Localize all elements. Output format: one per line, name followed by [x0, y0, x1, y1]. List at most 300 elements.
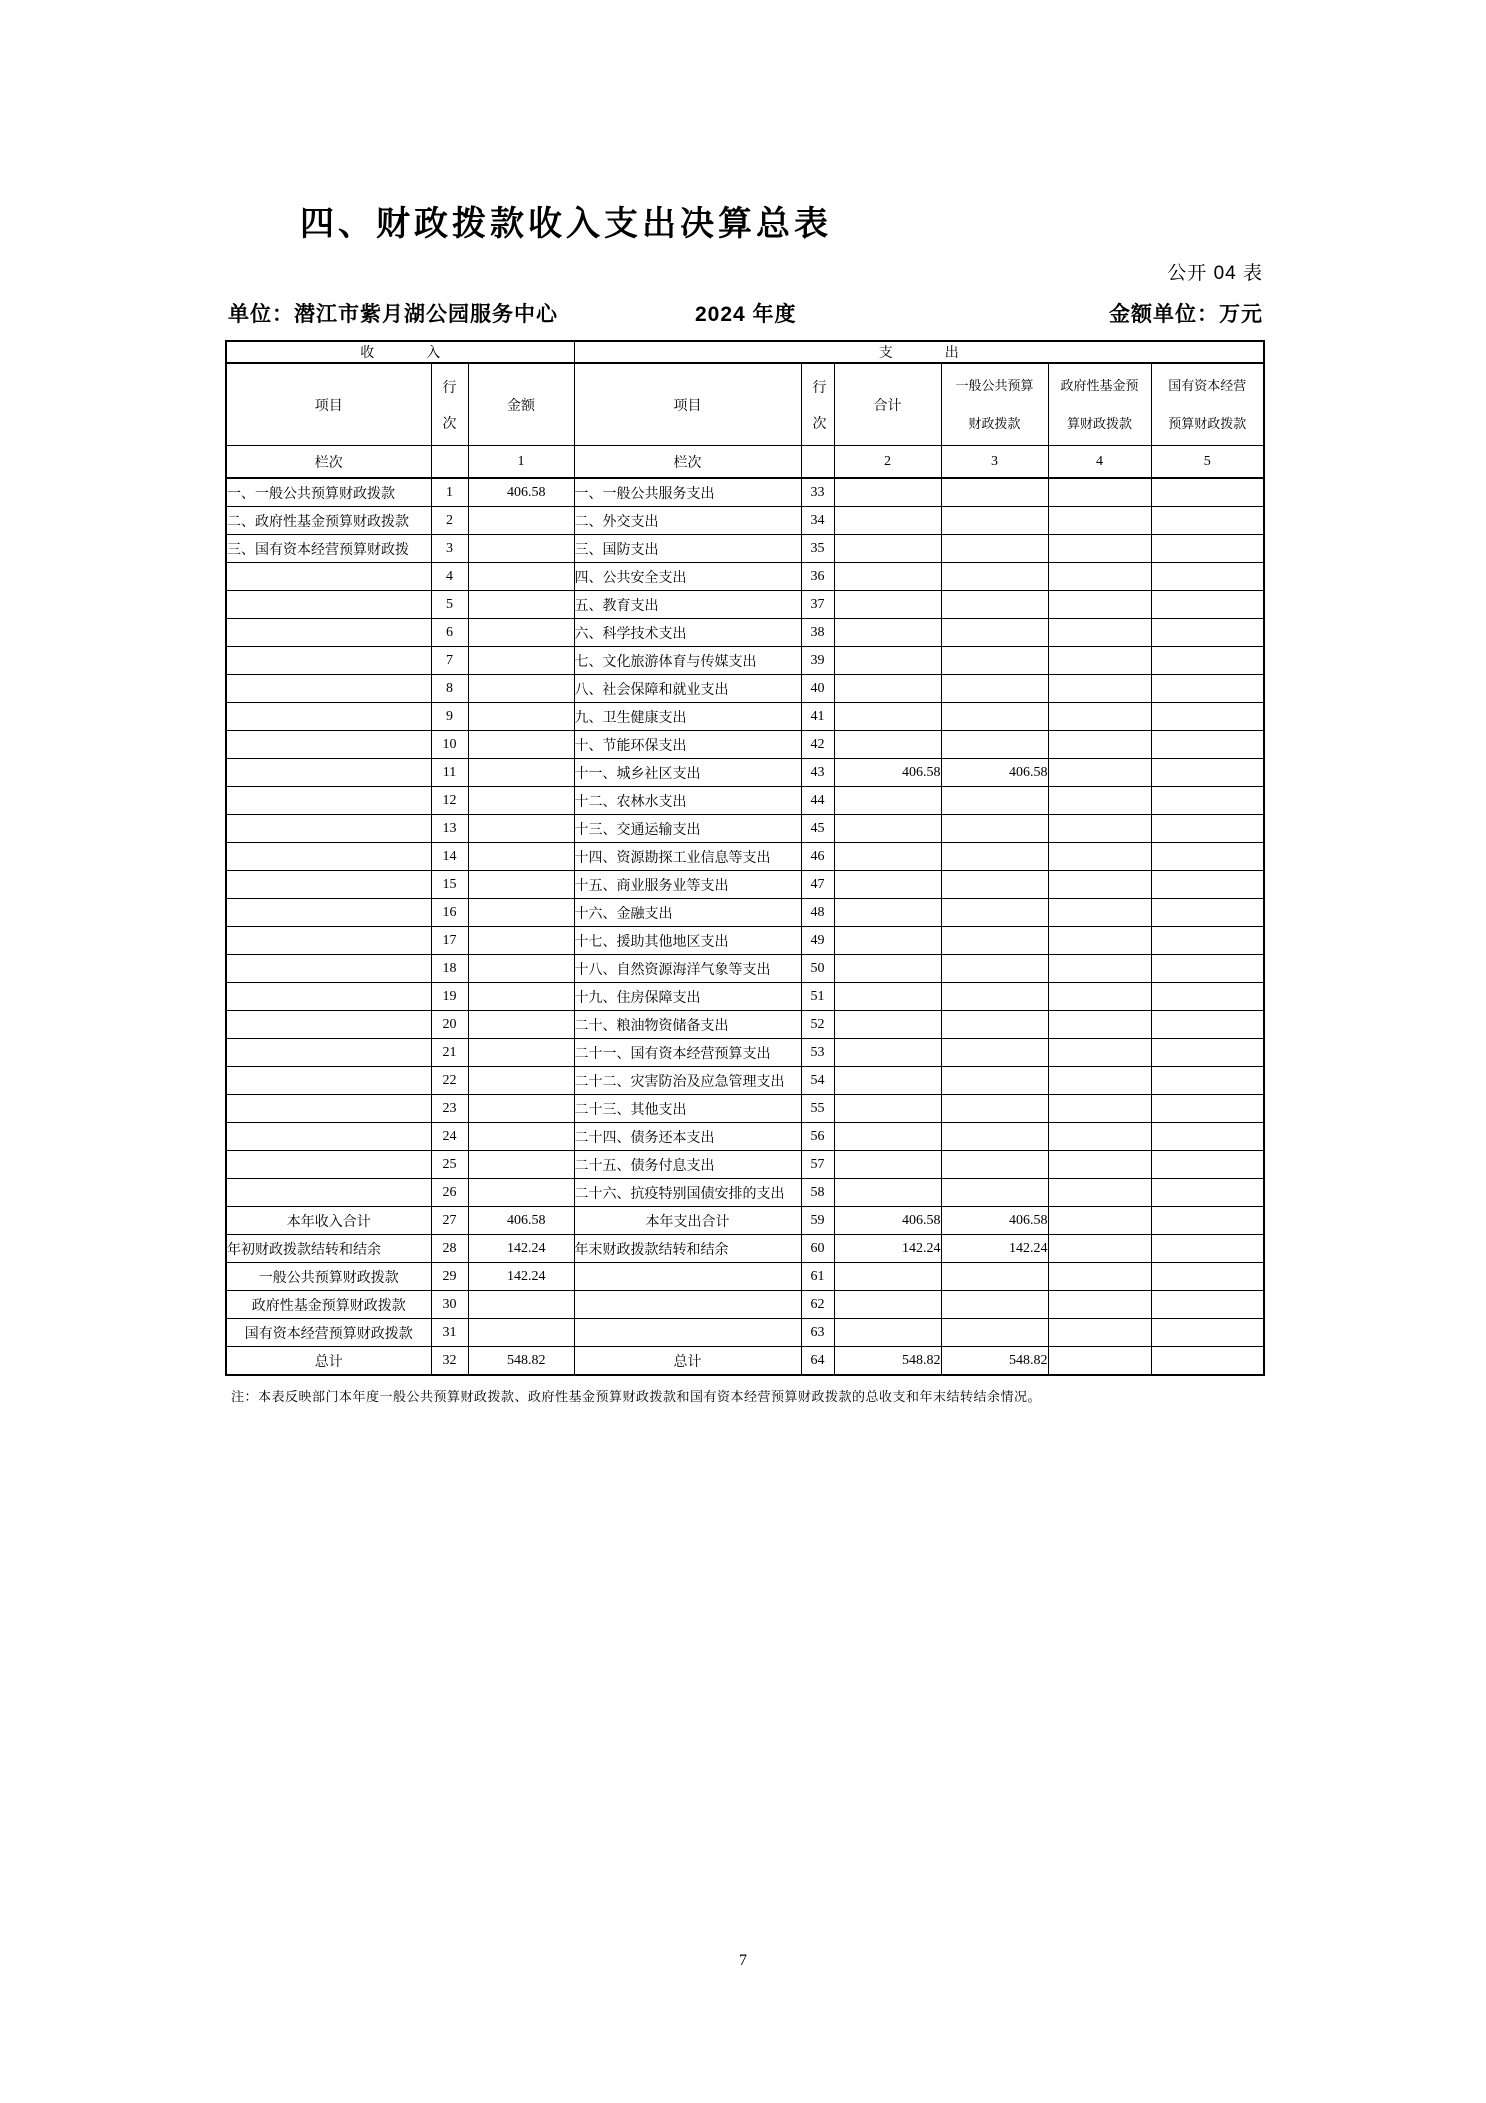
expense-general-cell	[941, 1095, 1048, 1123]
income-amount-cell	[468, 675, 574, 703]
income-amount-cell	[468, 731, 574, 759]
table-row	[226, 899, 1264, 927]
expense-item-cell: 十七、援助其他地区支出	[574, 927, 801, 955]
expense-general-cell	[941, 983, 1048, 1011]
expense-item-cell: 五、教育支出	[574, 591, 801, 619]
expense-govfund-cell	[1048, 787, 1151, 815]
income-amount-cell	[468, 1319, 574, 1347]
expense-line-cell: 58	[801, 1179, 834, 1207]
expense-govfund-cell	[1048, 927, 1151, 955]
expense-govfund-cell	[1048, 535, 1151, 563]
income-line-header: 行次	[431, 363, 468, 446]
expense-statecap-cell	[1151, 591, 1264, 619]
expense-govfund-cell	[1048, 731, 1151, 759]
expense-line-cell: 47	[801, 871, 834, 899]
expense-statecap-cell	[1151, 507, 1264, 535]
expense-line-cell: 45	[801, 815, 834, 843]
expense-general-cell	[941, 1151, 1048, 1179]
meta-line	[225, 298, 1263, 328]
expense-govfund-cell	[1048, 1207, 1151, 1235]
table-row	[226, 759, 1264, 787]
income-amount-cell	[468, 535, 574, 563]
table-body	[226, 478, 1264, 1375]
expense-total-cell	[834, 507, 941, 535]
expense-general-cell: 406.58	[941, 1207, 1048, 1235]
income-line-cell: 9	[431, 703, 468, 731]
table-row	[226, 703, 1264, 731]
expense-section-header	[574, 341, 1264, 363]
expense-statecap-cell	[1151, 955, 1264, 983]
income-item-cell	[226, 647, 431, 675]
expense-total-cell	[834, 787, 941, 815]
expense-line-cell: 43	[801, 759, 834, 787]
expense-total-cell	[834, 1151, 941, 1179]
table-note: 注：本表反映部门本年度一般公共预算财政拨款、政府性基金预算财政拨款和国有资本经营预算财政拨款的总收支和年末结转结余情况。	[231, 1389, 1042, 1404]
expense-line-cell: 39	[801, 647, 834, 675]
table-row	[226, 983, 1264, 1011]
income-line-cell: 31	[431, 1319, 468, 1347]
expense-total-cell: 406.58	[834, 1207, 941, 1235]
expense-total-cell	[834, 1067, 941, 1095]
expense-statecap-cell	[1151, 535, 1264, 563]
expense-item-cell	[574, 1319, 801, 1347]
expense-govfund-cell	[1048, 1151, 1151, 1179]
expense-line-cell: 59	[801, 1207, 834, 1235]
expense-item-cell: 十五、商业服务业等支出	[574, 871, 801, 899]
expense-general-cell	[941, 1123, 1048, 1151]
expense-statecap-cell	[1151, 759, 1264, 787]
income-amount-cell	[468, 899, 574, 927]
expense-line-cell: 54	[801, 1067, 834, 1095]
expense-line-cell: 52	[801, 1011, 834, 1039]
expense-general-cell	[941, 927, 1048, 955]
table-header	[226, 341, 1264, 478]
expense-general-header: 一般公共预算财政拨款	[941, 363, 1048, 446]
income-item-cell: 政府性基金预算财政拨款	[226, 1291, 431, 1319]
fiscal-year: 2024 年度	[695, 303, 797, 326]
income-lanci-label: 栏次	[226, 446, 431, 479]
expense-item-cell: 十四、资源勘探工业信息等支出	[574, 843, 801, 871]
expense-total-cell	[834, 1095, 941, 1123]
expense-line-cell: 63	[801, 1319, 834, 1347]
income-line-cell: 11	[431, 759, 468, 787]
expense-col-index-5: 5	[1151, 446, 1264, 479]
expense-statecap-cell	[1151, 478, 1264, 507]
expense-general-cell	[941, 535, 1048, 563]
expense-total-cell	[834, 591, 941, 619]
expense-item-cell: 十九、住房保障支出	[574, 983, 801, 1011]
expense-item-cell: 六、科学技术支出	[574, 619, 801, 647]
income-amount-cell	[468, 1039, 574, 1067]
page-title: 四、财政拨款收入支出决算总表	[300, 205, 832, 243]
expense-total-cell	[834, 703, 941, 731]
expense-line-cell: 33	[801, 478, 834, 507]
income-item-cell	[226, 955, 431, 983]
table-row	[226, 619, 1264, 647]
expense-total-cell	[834, 1039, 941, 1067]
expense-general-cell	[941, 703, 1048, 731]
income-item-cell	[226, 1179, 431, 1207]
expense-item-cell: 三、国防支出	[574, 535, 801, 563]
expense-general-cell	[941, 563, 1048, 591]
table-row	[226, 1207, 1264, 1235]
expense-line-cell: 36	[801, 563, 834, 591]
income-item-cell	[226, 787, 431, 815]
expense-total-cell	[834, 731, 941, 759]
expense-item-cell: 二十二、灾害防治及应急管理支出	[574, 1067, 801, 1095]
expense-general-cell	[941, 1179, 1048, 1207]
table-row	[226, 1067, 1264, 1095]
table-row	[226, 478, 1264, 507]
expense-statecap-cell	[1151, 1207, 1264, 1235]
expense-govfund-cell	[1048, 591, 1151, 619]
income-line-cell: 20	[431, 1011, 468, 1039]
expense-govfund-cell	[1048, 1123, 1151, 1151]
expense-govfund-cell	[1048, 759, 1151, 787]
income-line-cell: 25	[431, 1151, 468, 1179]
income-amount-cell	[468, 1123, 574, 1151]
income-item-cell	[226, 563, 431, 591]
expense-statecap-cell	[1151, 731, 1264, 759]
expense-item-header: 项目	[574, 363, 801, 446]
expense-total-cell: 142.24	[834, 1235, 941, 1263]
expense-total-cell	[834, 535, 941, 563]
income-line-cell: 21	[431, 1039, 468, 1067]
expense-line-cell: 60	[801, 1235, 834, 1263]
expense-line-cell: 48	[801, 899, 834, 927]
income-amount-cell	[468, 1095, 574, 1123]
expense-general-cell	[941, 1291, 1048, 1319]
income-item-cell: 总计	[226, 1347, 431, 1376]
expense-govfund-cell	[1048, 1319, 1151, 1347]
income-amount-cell	[468, 787, 574, 815]
amount-unit: 金额单位：万元	[1109, 303, 1263, 326]
income-amount-cell: 142.24	[468, 1235, 574, 1263]
expense-general-cell	[941, 843, 1048, 871]
expense-general-cell	[941, 675, 1048, 703]
expense-general-cell: 142.24	[941, 1235, 1048, 1263]
expense-item-cell: 二、外交支出	[574, 507, 801, 535]
income-amount-cell	[468, 759, 574, 787]
table-row	[226, 1347, 1264, 1376]
expense-general-cell	[941, 1011, 1048, 1039]
income-line-cell: 26	[431, 1179, 468, 1207]
expense-total-cell	[834, 478, 941, 507]
income-item-cell	[226, 759, 431, 787]
income-line-cell: 13	[431, 815, 468, 843]
expense-statecap-cell	[1151, 815, 1264, 843]
income-line-cell: 8	[431, 675, 468, 703]
expense-statecap-cell	[1151, 1263, 1264, 1291]
expense-line-cell: 37	[801, 591, 834, 619]
expense-item-cell	[574, 1263, 801, 1291]
income-line-cell: 7	[431, 647, 468, 675]
income-amount-cell	[468, 1151, 574, 1179]
income-item-cell	[226, 983, 431, 1011]
income-line-cell: 6	[431, 619, 468, 647]
table-row	[226, 1039, 1264, 1067]
expense-item-cell: 本年支出合计	[574, 1207, 801, 1235]
table-row	[226, 563, 1264, 591]
income-item-cell: 三、国有资本经营预算财政拨	[226, 535, 431, 563]
expense-total-cell	[834, 871, 941, 899]
table-row	[226, 507, 1264, 535]
expense-item-cell: 二十五、债务付息支出	[574, 1151, 801, 1179]
column-index-row	[226, 446, 1264, 479]
income-item-cell	[226, 591, 431, 619]
income-item-cell	[226, 927, 431, 955]
expense-total-cell	[834, 619, 941, 647]
income-line-cell: 14	[431, 843, 468, 871]
income-item-cell	[226, 675, 431, 703]
table-row	[226, 1319, 1264, 1347]
income-line-cell: 3	[431, 535, 468, 563]
expense-total-cell	[834, 647, 941, 675]
page-number: 7	[739, 1952, 747, 1969]
expense-line-cell: 50	[801, 955, 834, 983]
income-section-label: 收入	[360, 344, 493, 360]
expense-general-cell	[941, 787, 1048, 815]
expense-govfund-cell	[1048, 703, 1151, 731]
expense-general-cell	[941, 647, 1048, 675]
table-row	[226, 647, 1264, 675]
expense-total-cell	[834, 1179, 941, 1207]
expense-govfund-cell	[1048, 675, 1151, 703]
income-amount-cell	[468, 1011, 574, 1039]
expense-general-cell	[941, 619, 1048, 647]
expense-item-cell: 二十一、国有资本经营预算支出	[574, 1039, 801, 1067]
expense-line-cell: 57	[801, 1151, 834, 1179]
income-line-cell: 32	[431, 1347, 468, 1376]
expense-line-cell: 40	[801, 675, 834, 703]
income-amount-cell	[468, 563, 574, 591]
expense-govfund-cell	[1048, 478, 1151, 507]
expense-general-cell: 548.82	[941, 1347, 1048, 1376]
expense-total-cell	[834, 1319, 941, 1347]
expense-line-cell: 56	[801, 1123, 834, 1151]
table-row	[226, 1151, 1264, 1179]
expense-total-cell	[834, 983, 941, 1011]
income-line-cell: 16	[431, 899, 468, 927]
income-amount-cell	[468, 619, 574, 647]
income-line-cell: 2	[431, 507, 468, 535]
income-item-cell	[226, 1123, 431, 1151]
expense-line-cell: 42	[801, 731, 834, 759]
table-row	[226, 843, 1264, 871]
expense-item-cell: 十一、城乡社区支出	[574, 759, 801, 787]
expense-col-index-2: 2	[834, 446, 941, 479]
expense-col-index-3: 3	[941, 446, 1048, 479]
expense-govfund-cell	[1048, 871, 1151, 899]
income-line-cell: 29	[431, 1263, 468, 1291]
income-line-cell: 5	[431, 591, 468, 619]
income-item-cell: 一、一般公共预算财政拨款	[226, 478, 431, 507]
income-item-cell: 年初财政拨款结转和结余	[226, 1235, 431, 1263]
expense-total-cell	[834, 815, 941, 843]
income-line-cell: 17	[431, 927, 468, 955]
expense-govfund-cell	[1048, 647, 1151, 675]
income-amount-cell	[468, 927, 574, 955]
expense-general-cell	[941, 1039, 1048, 1067]
expense-general-cell	[941, 899, 1048, 927]
income-line-cell: 19	[431, 983, 468, 1011]
expense-item-cell: 年末财政拨款结转和结余	[574, 1235, 801, 1263]
expense-govfund-cell	[1048, 843, 1151, 871]
expense-total-header: 合计	[834, 363, 941, 446]
expense-statecap-cell	[1151, 647, 1264, 675]
expense-line-cell: 35	[801, 535, 834, 563]
income-amount-cell	[468, 955, 574, 983]
expense-item-cell: 二十、粮油物资储备支出	[574, 1011, 801, 1039]
income-line-cell: 15	[431, 871, 468, 899]
expense-general-cell	[941, 1263, 1048, 1291]
expense-item-cell: 九、卫生健康支出	[574, 703, 801, 731]
expense-statecap-cell	[1151, 787, 1264, 815]
expense-total-cell	[834, 1123, 941, 1151]
expense-section-label: 支出	[878, 344, 1011, 360]
income-line-cell: 10	[431, 731, 468, 759]
column-header-row	[226, 363, 1264, 446]
income-col-index: 1	[468, 446, 574, 479]
expense-govfund-cell	[1048, 983, 1151, 1011]
table-row	[226, 1291, 1264, 1319]
income-line-cell: 4	[431, 563, 468, 591]
expense-item-cell: 十、节能环保支出	[574, 731, 801, 759]
expense-item-cell	[574, 1291, 801, 1319]
expense-line-cell: 61	[801, 1263, 834, 1291]
expense-line-cell: 55	[801, 1095, 834, 1123]
expense-statecap-cell	[1151, 1291, 1264, 1319]
expense-total-cell	[834, 675, 941, 703]
expense-govfund-cell	[1048, 507, 1151, 535]
expense-line-cell: 44	[801, 787, 834, 815]
expense-total-cell	[834, 843, 941, 871]
income-line-cell: 18	[431, 955, 468, 983]
income-line-cell: 23	[431, 1095, 468, 1123]
income-amount-cell	[468, 1067, 574, 1095]
income-item-cell	[226, 1151, 431, 1179]
table-row	[226, 535, 1264, 563]
table-row	[226, 1235, 1264, 1263]
income-line-cell: 12	[431, 787, 468, 815]
income-amount-cell	[468, 647, 574, 675]
expense-govfund-cell	[1048, 1291, 1151, 1319]
table-row	[226, 1095, 1264, 1123]
income-amount-cell: 142.24	[468, 1263, 574, 1291]
income-line-cell: 1	[431, 478, 468, 507]
expense-item-cell: 二十三、其他支出	[574, 1095, 801, 1123]
expense-item-cell: 十三、交通运输支出	[574, 815, 801, 843]
expense-line-cell: 38	[801, 619, 834, 647]
expense-total-cell	[834, 1011, 941, 1039]
expense-statecap-cell	[1151, 1039, 1264, 1067]
expense-statecap-header: 国有资本经营预算财政拨款	[1151, 363, 1264, 446]
income-item-cell	[226, 843, 431, 871]
expense-statecap-cell	[1151, 899, 1264, 927]
income-amount-cell: 406.58	[468, 1207, 574, 1235]
expense-statecap-cell	[1151, 1347, 1264, 1376]
expense-govfund-header: 政府性基金预算财政拨款	[1048, 363, 1151, 446]
expense-govfund-cell	[1048, 619, 1151, 647]
expense-govfund-cell	[1048, 955, 1151, 983]
expense-item-cell: 一、一般公共服务支出	[574, 478, 801, 507]
income-item-cell	[226, 899, 431, 927]
expense-statecap-cell	[1151, 1095, 1264, 1123]
expense-statecap-cell	[1151, 1123, 1264, 1151]
expense-line-cell: 46	[801, 843, 834, 871]
expense-statecap-cell	[1151, 927, 1264, 955]
expense-general-cell	[941, 507, 1048, 535]
expense-total-cell	[834, 1291, 941, 1319]
expense-statecap-cell	[1151, 1067, 1264, 1095]
expense-statecap-cell	[1151, 983, 1264, 1011]
income-item-header: 项目	[226, 363, 431, 446]
table-row	[226, 591, 1264, 619]
expense-total-cell	[834, 899, 941, 927]
income-item-cell	[226, 1067, 431, 1095]
expense-general-cell	[941, 815, 1048, 843]
expense-total-cell	[834, 563, 941, 591]
expense-govfund-cell	[1048, 1039, 1151, 1067]
expense-statecap-cell	[1151, 675, 1264, 703]
expense-general-cell	[941, 478, 1048, 507]
table-row	[226, 815, 1264, 843]
income-item-cell	[226, 1039, 431, 1067]
expense-statecap-cell	[1151, 619, 1264, 647]
expense-govfund-cell	[1048, 563, 1151, 591]
income-section-header	[226, 341, 574, 363]
expense-total-cell	[834, 955, 941, 983]
expense-lanci-label: 栏次	[574, 446, 801, 479]
income-amount-cell: 548.82	[468, 1347, 574, 1376]
doc-tag: 公开 04 表	[1167, 263, 1263, 284]
expense-govfund-cell	[1048, 1011, 1151, 1039]
expense-general-cell	[941, 871, 1048, 899]
income-amount-cell	[468, 591, 574, 619]
expense-item-cell: 七、文化旅游体育与传媒支出	[574, 647, 801, 675]
income-line-cell: 22	[431, 1067, 468, 1095]
expense-general-cell	[941, 955, 1048, 983]
income-item-cell	[226, 815, 431, 843]
table-row	[226, 787, 1264, 815]
expense-govfund-cell	[1048, 1179, 1151, 1207]
table-row	[226, 731, 1264, 759]
income-amount-cell	[468, 983, 574, 1011]
table-row	[226, 1011, 1264, 1039]
expense-govfund-cell	[1048, 1263, 1151, 1291]
expense-col-index-4: 4	[1048, 446, 1151, 479]
unit-name: 单位：潜江市紫月湖公园服务中心	[228, 303, 558, 326]
expense-item-cell: 十二、农林水支出	[574, 787, 801, 815]
expense-statecap-cell	[1151, 563, 1264, 591]
expense-general-cell	[941, 731, 1048, 759]
expense-general-cell: 406.58	[941, 759, 1048, 787]
expense-general-cell	[941, 1067, 1048, 1095]
table-row	[226, 1123, 1264, 1151]
expense-line-cell: 51	[801, 983, 834, 1011]
expense-statecap-cell	[1151, 703, 1264, 731]
expense-line-cell: 49	[801, 927, 834, 955]
expense-total-cell	[834, 927, 941, 955]
expense-total-cell: 548.82	[834, 1347, 941, 1376]
income-amount-cell	[468, 507, 574, 535]
expense-statecap-cell	[1151, 1011, 1264, 1039]
expense-line-header: 行次	[801, 363, 834, 446]
expense-statecap-cell	[1151, 1179, 1264, 1207]
section-band-row	[226, 341, 1264, 363]
income-amount-cell	[468, 843, 574, 871]
income-line-cell: 27	[431, 1207, 468, 1235]
